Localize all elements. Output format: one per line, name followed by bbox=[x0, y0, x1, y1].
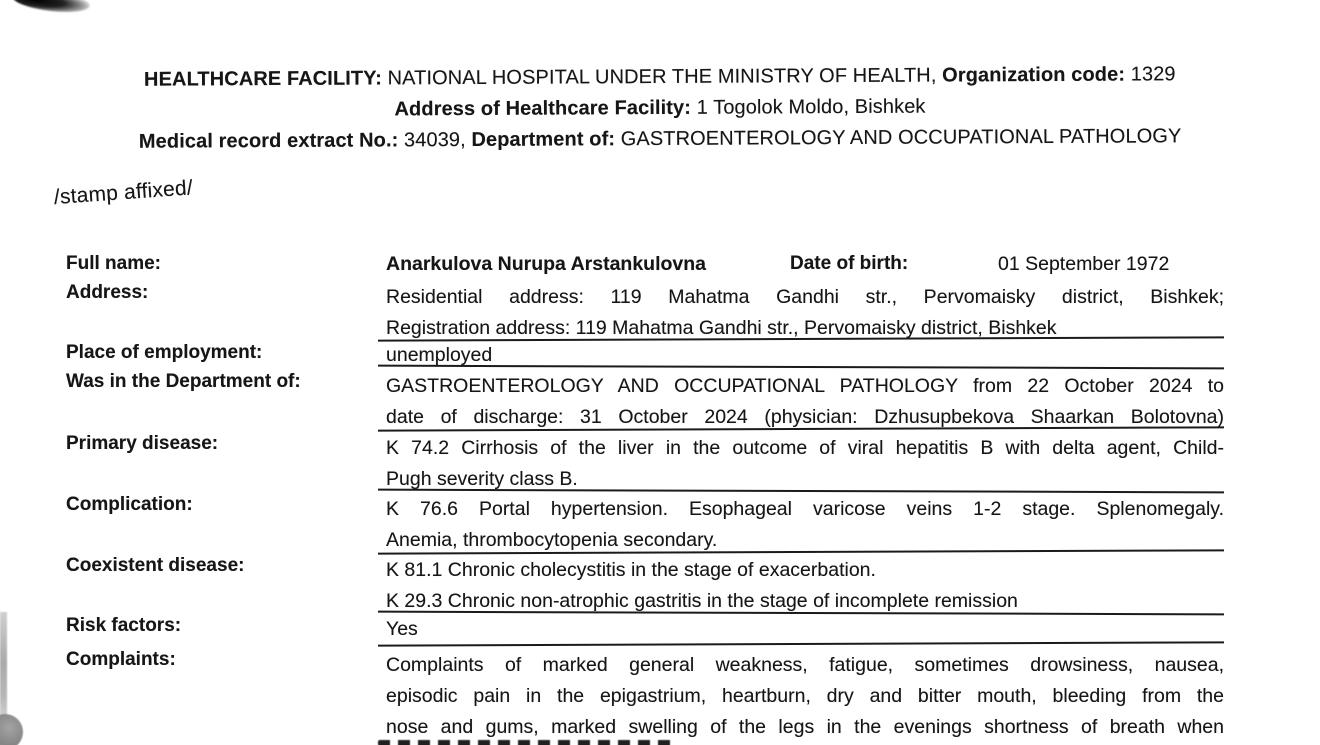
primary-disease-line2: Pugh severity class B. bbox=[386, 468, 578, 490]
complaints-value bbox=[386, 650, 1224, 743]
coexistent-disease-label: Coexistent disease: bbox=[66, 555, 245, 576]
stay-department-line1: GASTROENTEROLOGY AND OCCUPATIONAL PATHOLOGY from 22 October 2024 to bbox=[386, 375, 1224, 397]
extract-line bbox=[26, 121, 1294, 159]
org-code-value: 1329 bbox=[1125, 63, 1176, 86]
complaints-line1: Complaints of marked general weakness, fatigue, sometimes drowsiness, nausea, bbox=[386, 654, 1224, 676]
coexistent-line2: K 29.3 Chronic non-atrophic gastritis in the stage of incomplete remission bbox=[386, 590, 1018, 612]
complication-label: Complication: bbox=[66, 494, 193, 515]
registration-address: Registration address: 119 Mahatma Gandhi str., Pervomaisky district, Bishkek bbox=[386, 317, 1057, 339]
dob-label: Date of birth: bbox=[790, 253, 909, 274]
primary-disease-line1: K 74.2 Cirrhosis of the liver in the outcome of viral hepatitis B with delta agent, Child- bbox=[386, 437, 1224, 459]
scan-edge-shadow bbox=[0, 612, 7, 724]
primary-disease-value bbox=[386, 433, 1224, 495]
employment-label: Place of employment: bbox=[66, 342, 263, 363]
dob-value: 01 September 1972 bbox=[998, 253, 1170, 275]
stamp-note: /stamp affixed/ bbox=[53, 176, 194, 209]
risk-factors-label: Risk factors: bbox=[66, 615, 182, 636]
risk-factors-text: Yes bbox=[386, 618, 418, 640]
complaints-line2: episodic pain in the epigastrium, heartburn, dry and bitter mouth, bleeding from the bbox=[386, 685, 1224, 707]
stay-department-label: Was in the Department of: bbox=[66, 371, 301, 392]
residential-address: Residential address: 119 Mahatma Gandhi str., Pervomaisky district, Bishkek; bbox=[386, 286, 1224, 308]
complaints-line3: nose and gums, marked swelling of the legs in the evenings shortness of breath when bbox=[386, 716, 1224, 738]
facility-address-label: Address of Healthcare Facility: bbox=[394, 96, 692, 121]
scan-artifact-top-left bbox=[11, 0, 91, 16]
extract-number-value: 34039, bbox=[398, 128, 472, 152]
header-department-value: GASTROENTEROLOGY AND OCCUPATIONAL PATHOLOGY bbox=[615, 125, 1182, 151]
header-department-label: Department of: bbox=[471, 128, 616, 151]
extract-number-label: Medical record extract No.: bbox=[138, 129, 399, 153]
facility-address-value: 1 Togolok Moldo, Bishkek bbox=[690, 95, 926, 119]
address-value bbox=[386, 282, 1224, 344]
coexistent-disease-value bbox=[386, 555, 1224, 617]
complaints-label: Complaints: bbox=[66, 649, 176, 670]
complication-line2: Anemia, thrombocytopenia secondary. bbox=[386, 529, 718, 551]
primary-disease-label: Primary disease: bbox=[66, 433, 219, 454]
document-header bbox=[26, 59, 1294, 159]
complication-value bbox=[386, 494, 1224, 556]
facility-line bbox=[26, 59, 1294, 97]
facility-name: NATIONAL HOSPITAL UNDER THE MINISTRY OF HEALTH, bbox=[381, 64, 943, 90]
clipped-text-line bbox=[378, 740, 678, 745]
org-code-label: Organization code: bbox=[942, 63, 1126, 87]
full-name-label: Full name: bbox=[66, 253, 162, 274]
facility-label: HEALTHCARE FACILITY: bbox=[143, 67, 383, 91]
address-label: Address: bbox=[66, 282, 149, 303]
stay-department-line2: date of discharge: 31 October 2024 (physician: Dzhusupbekova Shaarkan Bolotovna) bbox=[386, 406, 1224, 428]
full-name-value: Anarkulova Nurupa Arstankulovna bbox=[386, 253, 707, 275]
coexistent-line1: K 81.1 Chronic cholecystitis in the stage of exacerbation. bbox=[386, 559, 876, 581]
stay-department-value bbox=[386, 371, 1224, 433]
scan-artifact-bottom-left bbox=[0, 714, 23, 745]
risk-factors-value bbox=[386, 614, 1224, 645]
complication-line1: K 76.6 Portal hypertension. Esophageal varicose veins 1-2 stage. Splenomegaly. bbox=[386, 498, 1224, 520]
employment-text: unemployed bbox=[386, 344, 493, 366]
